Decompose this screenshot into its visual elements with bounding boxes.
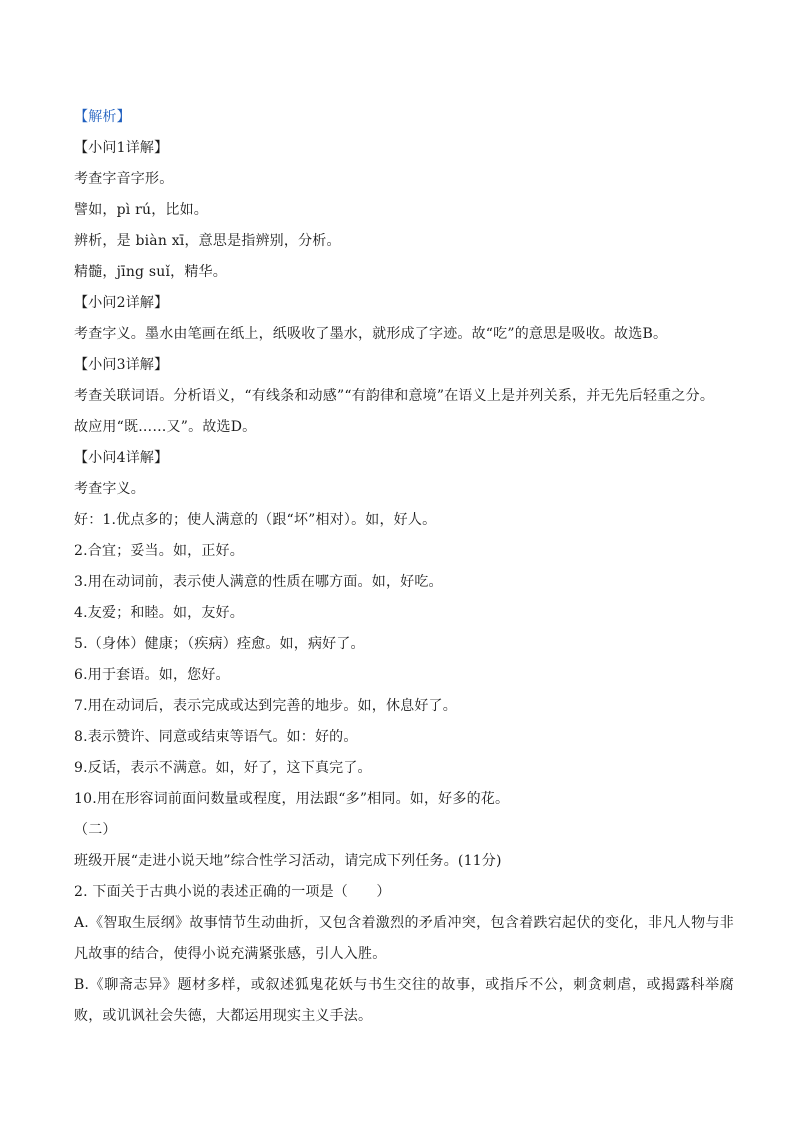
q4-line-4: 3.用在动词前，表示使人满意的性质在哪方面。如，好吃。 (74, 574, 443, 590)
document-page (74, 102, 734, 1032)
q4-line-7: 6.用于套语。如，您好。 (74, 667, 230, 683)
q4-line-8: 7.用在动词后，表示完成或达到完善的地步。如，休息好了。 (74, 698, 457, 714)
q1-line-1: 考查字音字形。 (74, 171, 174, 187)
q3-line-1: 考查关联词语。分析语义，“有线条和动感”“有韵律和意境”在语义上是并列关系，并无先后轻重之分。 (74, 388, 715, 404)
q4-line-2: 好：1.优点多的；使人满意的（跟“坏”相对）。如，好人。 (74, 512, 437, 528)
q2-line-1: 考查字义。墨水由笔画在纸上，纸吸收了墨水，就形成了字迹。故“吃”的意思是吸收。故选B。 (74, 326, 668, 342)
q2-heading: 【小问2详解】 (74, 295, 169, 311)
section2-question: 2. 下面关于古典小说的表述正确的一项是（ ） (74, 884, 391, 900)
q3-heading: 【小问3详解】 (74, 357, 169, 373)
section2-heading: （二） (74, 822, 117, 838)
analysis-heading: 【解析】 (74, 109, 131, 125)
section2-intro: 班级开展“走进小说天地”综合性学习活动，请完成下列任务。(11分) (74, 853, 502, 869)
q3-line-2: 故应用“既……又”。故选D。 (74, 419, 257, 435)
q4-heading: 【小问4详解】 (74, 450, 169, 466)
q4-line-6: 5.（身体）健康；（疾病）痊愈。如，病好了。 (74, 636, 365, 652)
option-a: A.《智取生辰纲》故事情节生动曲折，又包含着激烈的矛盾冲突，包含着跌宕起伏的变化，非凡人物与非凡故事的结合，使得小说充满紧张感，引人入胜。 (74, 915, 734, 962)
q4-line-3: 2.合宜；妥当。如，正好。 (74, 543, 244, 559)
q1-heading: 【小问1详解】 (74, 140, 169, 156)
q1-line-3: 辨析，是 biàn xī，意思是指辨别，分析。 (74, 233, 341, 249)
q1-line-2: 譬如，pì rú，比如。 (74, 202, 208, 218)
option-b: B.《聊斋志异》题材多样，或叙述狐鬼花妖与书生交往的故事，或指斥不公，刺贪刺虐，或揭露科举腐败，或讥讽社会失德，大都运用现实主义手法。 (74, 977, 734, 1024)
q4-line-10: 9.反话，表示不满意。如，好了，这下真完了。 (74, 760, 372, 776)
q4-line-9: 8.表示赞许、同意或结束等语气。如：好的。 (74, 729, 358, 745)
q4-line-11: 10.用在形容词前面问数量或程度，用法跟“多”相同。如，好多的花。 (74, 791, 510, 807)
q4-line-1: 考查字义。 (74, 481, 145, 497)
q4-line-5: 4.友爱；和睦。如，友好。 (74, 605, 244, 621)
q1-line-4: 精髓，jīng suǐ，精华。 (74, 264, 227, 280)
